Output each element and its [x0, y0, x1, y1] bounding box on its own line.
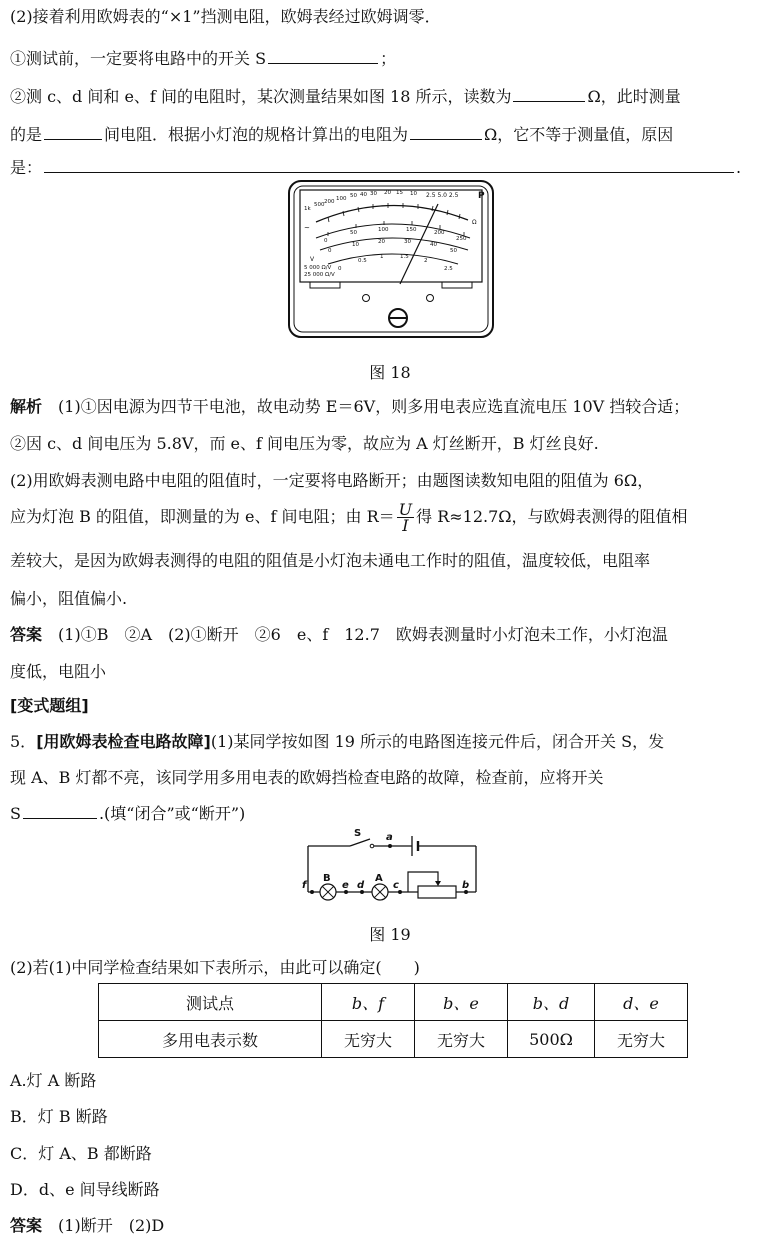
table-header-cell: d、e — [595, 984, 688, 1021]
table-header-row — [99, 984, 688, 1021]
answer1-line1 — [10, 624, 668, 646]
option-c: C．灯 A、B 都断路 — [10, 1144, 152, 1163]
q2-line2-text: ①测试前，一定要将电路中的开关 S — [10, 49, 267, 68]
label-e: e — [342, 880, 349, 891]
circuit-figure — [300, 826, 484, 912]
low-label-30: 30 — [404, 239, 411, 245]
table-cell: 多用电表示数 — [99, 1021, 322, 1058]
blank-calc — [410, 123, 482, 140]
switch-contact — [370, 844, 374, 848]
lamp-label-A: A — [375, 873, 383, 884]
mid-label-50: 50 — [350, 230, 357, 236]
multimeter-figure — [288, 180, 494, 338]
table-header-cell: b、d — [508, 984, 595, 1021]
q2-line5 — [10, 156, 741, 179]
analysis-label: 解析 — [10, 397, 43, 416]
q5-number: 5． — [10, 732, 37, 751]
analysis-line4 — [10, 502, 688, 533]
q2-line3-end: Ω，此时测量 — [587, 87, 681, 106]
low-label-50: 50 — [450, 248, 457, 254]
q2-line3 — [10, 85, 681, 108]
tick-label-15: 15 — [396, 190, 403, 196]
tick-label-30: 30 — [370, 191, 377, 197]
analysis-line1 — [10, 396, 689, 418]
switch-label-S: S — [354, 828, 362, 839]
rheostat — [418, 886, 456, 898]
label-b: b — [462, 880, 470, 891]
blank-reading — [513, 85, 585, 102]
q5-tag: [用欧姆表检查电路故障] — [36, 732, 211, 751]
low-label-0: 0 — [328, 248, 332, 254]
q2-line4 — [10, 123, 673, 146]
low-label-10: 10 — [352, 242, 359, 248]
bottom-label-0: 0 — [338, 266, 342, 272]
q5-line1 — [10, 731, 664, 753]
low-label-20: 20 — [378, 239, 385, 245]
tick-label-40: 40 — [360, 192, 367, 198]
option-b: B．灯 B 断路 — [10, 1107, 108, 1126]
answer2-line — [10, 1215, 164, 1237]
variant-title: [变式题组] — [10, 696, 89, 715]
answer2-label: 答案 — [10, 1216, 43, 1235]
node-f — [310, 890, 314, 894]
range-top-right: 2.5 5.0 2.5 — [426, 192, 459, 199]
rheostat-arrow — [435, 881, 441, 886]
bottom-label-25: 2.5 — [444, 266, 453, 272]
answer2-text: (1)断开 (2)D — [58, 1216, 165, 1235]
tick-label-50: 50 — [350, 193, 357, 199]
q2-line4-c: Ω，它不等于测量值，原因 — [484, 125, 674, 144]
tick-label-10: 10 — [410, 191, 417, 197]
tick-label-1k: 1k — [304, 206, 311, 212]
tick-label-20: 20 — [384, 190, 391, 196]
label-a: a — [386, 832, 393, 843]
mid-label-200: 200 — [434, 230, 445, 236]
node-a — [388, 844, 392, 848]
analysis-text-4b: 得 R≈12.7Ω，与欧姆表测得的阻值相 — [416, 507, 688, 526]
mid-label-150: 150 — [406, 227, 417, 233]
blank-switch — [268, 47, 378, 64]
label-c: c — [393, 880, 399, 891]
pointer-p-label: P — [478, 191, 485, 201]
analysis-line2: ②因 c、d 间电压为 5.8V，而 e、f 间电压为零，故应为 A 灯丝断开，B 灯丝良好. — [10, 434, 599, 453]
left-v-label: V — [310, 256, 315, 263]
q2-line5-a: 是： — [10, 158, 43, 177]
fig19-caption: 图 19 — [369, 925, 411, 944]
label-f: f — [302, 880, 307, 891]
answer1-label: 答案 — [10, 625, 43, 644]
option-d: D．d、e 间导线断路 — [10, 1180, 160, 1199]
fraction-numerator: U — [398, 500, 413, 519]
option-a: A.灯 A 断路 — [10, 1071, 97, 1090]
tick-label-500: 500 — [314, 202, 325, 208]
blank-reason — [44, 156, 734, 173]
analysis-text-4a: 应为灯泡 B 的阻值，即测量的为 e、f 间电阻；由 R＝ — [10, 507, 395, 526]
left-ohm-per-volt-1: 5 000 Ω/V — [304, 265, 332, 271]
q2-line4-b: 间电阻．根据小灯泡的规格计算出的电阻为 — [104, 125, 409, 144]
q5-line2: 现 A、B 灯都不亮，该同学用多用电表的欧姆挡检查电路的故障，检查前，应将开关 — [10, 768, 604, 787]
table-header-cell: 测试点 — [99, 984, 322, 1021]
fraction-u-over-i — [397, 502, 414, 533]
bottom-label-15: 1.5 — [400, 254, 409, 260]
tick-label-200: 200 — [324, 199, 335, 205]
q5-text-3b: .(填“闭合”或“断开”) — [98, 804, 246, 823]
table-cell: 无穷大 — [415, 1021, 508, 1058]
tick-label-100: 100 — [336, 196, 347, 202]
q2-line3-text: ②测 c、d 间和 e、f 间的电阻时，某次测量结果如图 18 所示，读数为 — [10, 87, 512, 106]
omega-label: Ω — [472, 219, 477, 226]
left-ohm-per-volt-2: 25 000 Ω/V — [304, 272, 335, 278]
table-header-cell: b、e — [415, 984, 508, 1021]
q5-2-line1: (2)若(1)中同学检查结果如下表所示，由此可以确定( ) — [10, 958, 420, 977]
answer1-line2: 度低，电阻小 — [10, 662, 107, 681]
table-cell: 500Ω — [508, 1021, 595, 1058]
fraction-denominator: I — [402, 516, 409, 535]
analysis-line3: (2)用欧姆表测电路中电阻的阻值时，一定要将电路断开；由题图读数知电阻的阻值为 6Ω， — [10, 471, 654, 490]
q2-line1: (2)接着利用欧姆表的“×1”挡测电阻，欧姆表经过欧姆调零． — [10, 7, 441, 26]
switch-blade — [350, 839, 370, 846]
low-label-40: 40 — [430, 242, 437, 248]
mid-label-100: 100 — [378, 227, 389, 233]
mid-label-0: 0 — [324, 238, 328, 244]
bottom-label-2: 2 — [424, 258, 428, 264]
blank-switch-state — [23, 802, 97, 819]
label-d: d — [357, 880, 365, 891]
q2-line2 — [10, 47, 396, 70]
q5-text-3a: S — [10, 804, 21, 823]
q5-text-1: (1)某同学按如图 19 所示的电路图连接元件后，闭合开关 S，发 — [210, 732, 665, 751]
lamp-label-B: B — [323, 873, 331, 884]
table-cell: 无穷大 — [322, 1021, 415, 1058]
dc-mark: ~ — [304, 224, 310, 232]
q2-line2-end: ； — [380, 49, 397, 68]
q2-line5-end: . — [736, 158, 742, 177]
table-row — [99, 1021, 688, 1058]
mid-label-250: 250 — [456, 236, 467, 242]
analysis-text-1: (1)①因电源为四节干电池，故电动势 E＝6V，则多用电表应选直流电压 10V 挡较合适； — [58, 397, 690, 416]
analysis-line5: 差较大，是因为欧姆表测得的电阻的阻值是小灯泡未通电工作时的阻值，温度较低，电阻率 — [10, 551, 651, 570]
result-table — [98, 983, 688, 1058]
blank-between — [44, 123, 102, 140]
q2-line4-a: 的是 — [10, 125, 43, 144]
table-cell: 无穷大 — [595, 1021, 688, 1058]
bottom-label-05: 0.5 — [358, 258, 367, 264]
table-header-cell: b、f — [322, 984, 415, 1021]
q5-line3 — [10, 802, 245, 825]
bottom-label-1: 1 — [380, 254, 384, 260]
analysis-line6: 偏小，阻值偏小. — [10, 589, 128, 608]
answer1-text-1: (1)①B ②A (2)①断开 ②6 e、f 12.7 欧姆表测量时小灯泡未工作，小灯泡温 — [58, 625, 668, 644]
fig18-caption: 图 18 — [369, 363, 411, 382]
